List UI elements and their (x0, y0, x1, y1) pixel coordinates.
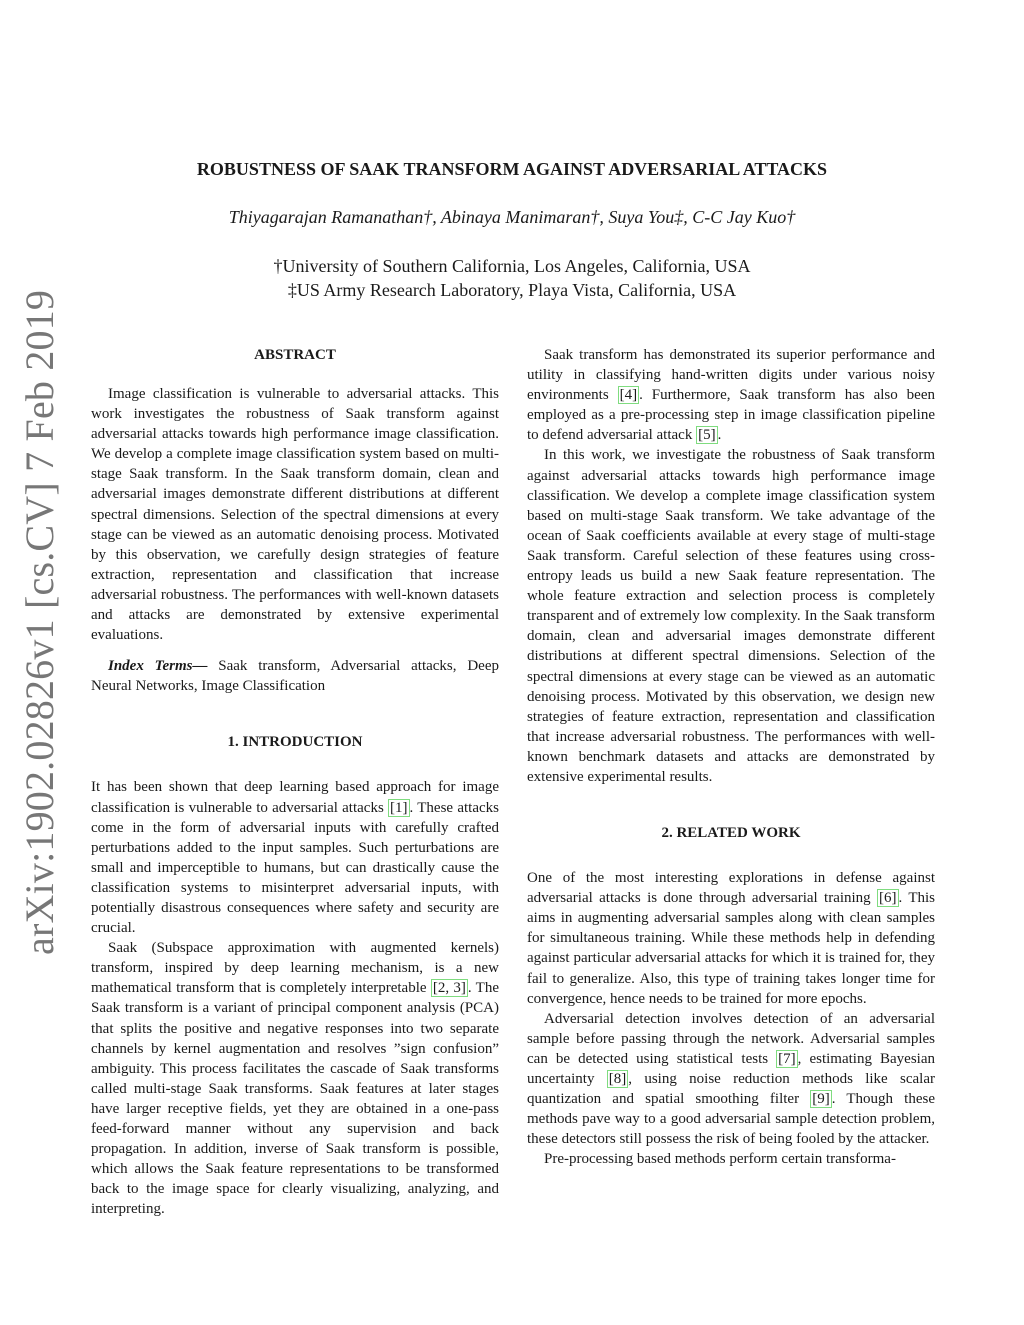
citation-link[interactable]: [8] (608, 1071, 627, 1087)
right-column (527, 345, 935, 1169)
related-paragraph-1: One of the most interesting explorations in defense against adversarial attacks is done through adversarial training [6] . This aims in augmenting adversarial samples along with clean samples for simultaneous training. While these methods help in defending against particular adversarial attacks for which it is trained for, they fail to generalize. Also, this type of training takes longer time for convergence, hence needs to be trained for more epochs. (527, 870, 935, 1007)
index-terms (91, 656, 499, 696)
citation-link[interactable]: [4] (619, 387, 638, 404)
citation-link[interactable]: [9] (812, 1091, 830, 1108)
index-terms-list: Saak transform, Adversarial attacks, Deep Neural Networks, Image Classification (91, 658, 499, 695)
arxiv-identifier: arXiv:1902.02826v1 [cs.CV] 7 Feb 2019 (17, 289, 62, 955)
citation-link[interactable]: [6] (879, 890, 897, 907)
related-paragraph-2: Adversarial detection involves detection of an adversarial sample before passing through the network. Adversarial samples can be detected using statistical tests [7] , estimating Bayesian uncertainty [8] , using noise reduction methods like scalar quantization and spatial smoothing filter [9] . Though these methods pave way to a good adversarial sample detection problem, these detectors still possess the risk of being fooled by the attacker. (527, 1010, 935, 1148)
paper-title: ROBUSTNESS OF SAAK TRANSFORM AGAINST ADVERSARIAL ATTACKS (196, 159, 828, 179)
intro-paragraph-2: Saak (Subspace approximation with augmented kernels) transform, inspired by deep learning mechanism, is a new mathematical transform that is completely interpretable [2, 3] . The Saak transform is a variant of principal component analysis (PCA) that splits the positive and negative responses into two separate channels by kernel augmentation and resolves ”sign confusion” ambiguity. This process facilitates the cascade of Saak transforms called multi-stage Saak transforms. Saak features at later stages have larger receptive fields, yet they are obtained in a one-pass feed-forward manner without any supervision and back propagation. In addition, inverse of Saak transform is possible, which allows the Saak feature representations to be transformed back to the image space for clearly visualizing, analyzing, and interpreting. (91, 940, 499, 1218)
abstract-text: Image classification is vulnerable to adversarial attacks. This work investigates the robustness of Saak transform against adversarial attacks towards high performance image classification. We develop a complete image classification system based on multi-stage Saak transform. In the Saak transform domain, clean and adversarial images demonstrate different distributions at different spectral dimensions. Selection of the spectral dimensions at every stage can be viewed as an automatic denoising process. Motivated by this observation, we carefully design strategies of feature extraction, representation and classification that increase adversarial robustness. The performances with well-known datasets and attacks are demonstrated by extensive experimental evaluations. (91, 386, 499, 644)
citation-link[interactable]: [2, 3] (432, 980, 466, 997)
author-list: Thiyagarajan Ramanathan†, Abinaya Manimaran†, Suya You‡, C-C Jay Kuo† (228, 207, 796, 227)
intro-paragraph-1: It has been shown that deep learning based approach for image classification is vulnerable to adversarial attacks [1] . These attacks come in the form of adversarial inputs with carefully crafted perturbations added to the input samples. Such perturbations are small and imperceptible to humans, but can drastically cause the classification systems to misinterpret adversarial inputs, with potentially disastrous consequences where safety and security are crucial. (91, 779, 499, 937)
citation-link[interactable]: [7] (778, 1050, 796, 1067)
intro-heading: 1. INTRODUCTION (227, 734, 363, 751)
abstract-heading: ABSTRACT (254, 347, 336, 363)
index-terms-label: Index Terms— (108, 658, 208, 675)
affiliation-arl: ‡US Army Research Laboratory, Playa Vista, California, USA (287, 280, 737, 300)
affiliation-usc: †University of Southern California, Los Angeles, California, USA (273, 256, 751, 276)
citation-link[interactable]: [5] (698, 427, 716, 444)
related-paragraph-3: Pre-processing based methods perform certain transforma- (544, 1151, 896, 1168)
left-column (91, 345, 499, 1219)
intro-paragraph-3: Saak transform has demonstrated its superior performance and utility in classifying hand-written digits under various noisy environments [4] . Furthermore, Saak transform has also been employed as a pre-processing step in image classification pipeline to defend adversarial attack [5] . (527, 347, 935, 444)
citation-link[interactable]: [1] (390, 799, 408, 816)
intro-paragraph-4: In this work, we investigate the robustness of Saak transform against adversarial attacks towards high performance image classification. We develop a complete image classification system based on multi-stage Saak transform. We take advantage of the ocean of Saak coefficients available at every stage of multi-stage Saak transform. Careful selection of these features using cross-entropy leads us build a new Saak feature representation. The whole feature extraction and selection process is completely transparent and of extremely low complexity. In the Saak transform domain, clean and adversarial images demonstrate different distributions at different spectral dimensions. Selection of the spectral dimensions at every stage can be viewed as an automatic denoising process. Motivated by this observation, we design new strategies of feature extraction, representation and classification that increase adversarial robustness. The performances with well-known benchmark datasets and attacks are demonstrated by extensive experimental results. (527, 447, 935, 785)
related-work-heading: 2. RELATED WORK (661, 825, 801, 842)
